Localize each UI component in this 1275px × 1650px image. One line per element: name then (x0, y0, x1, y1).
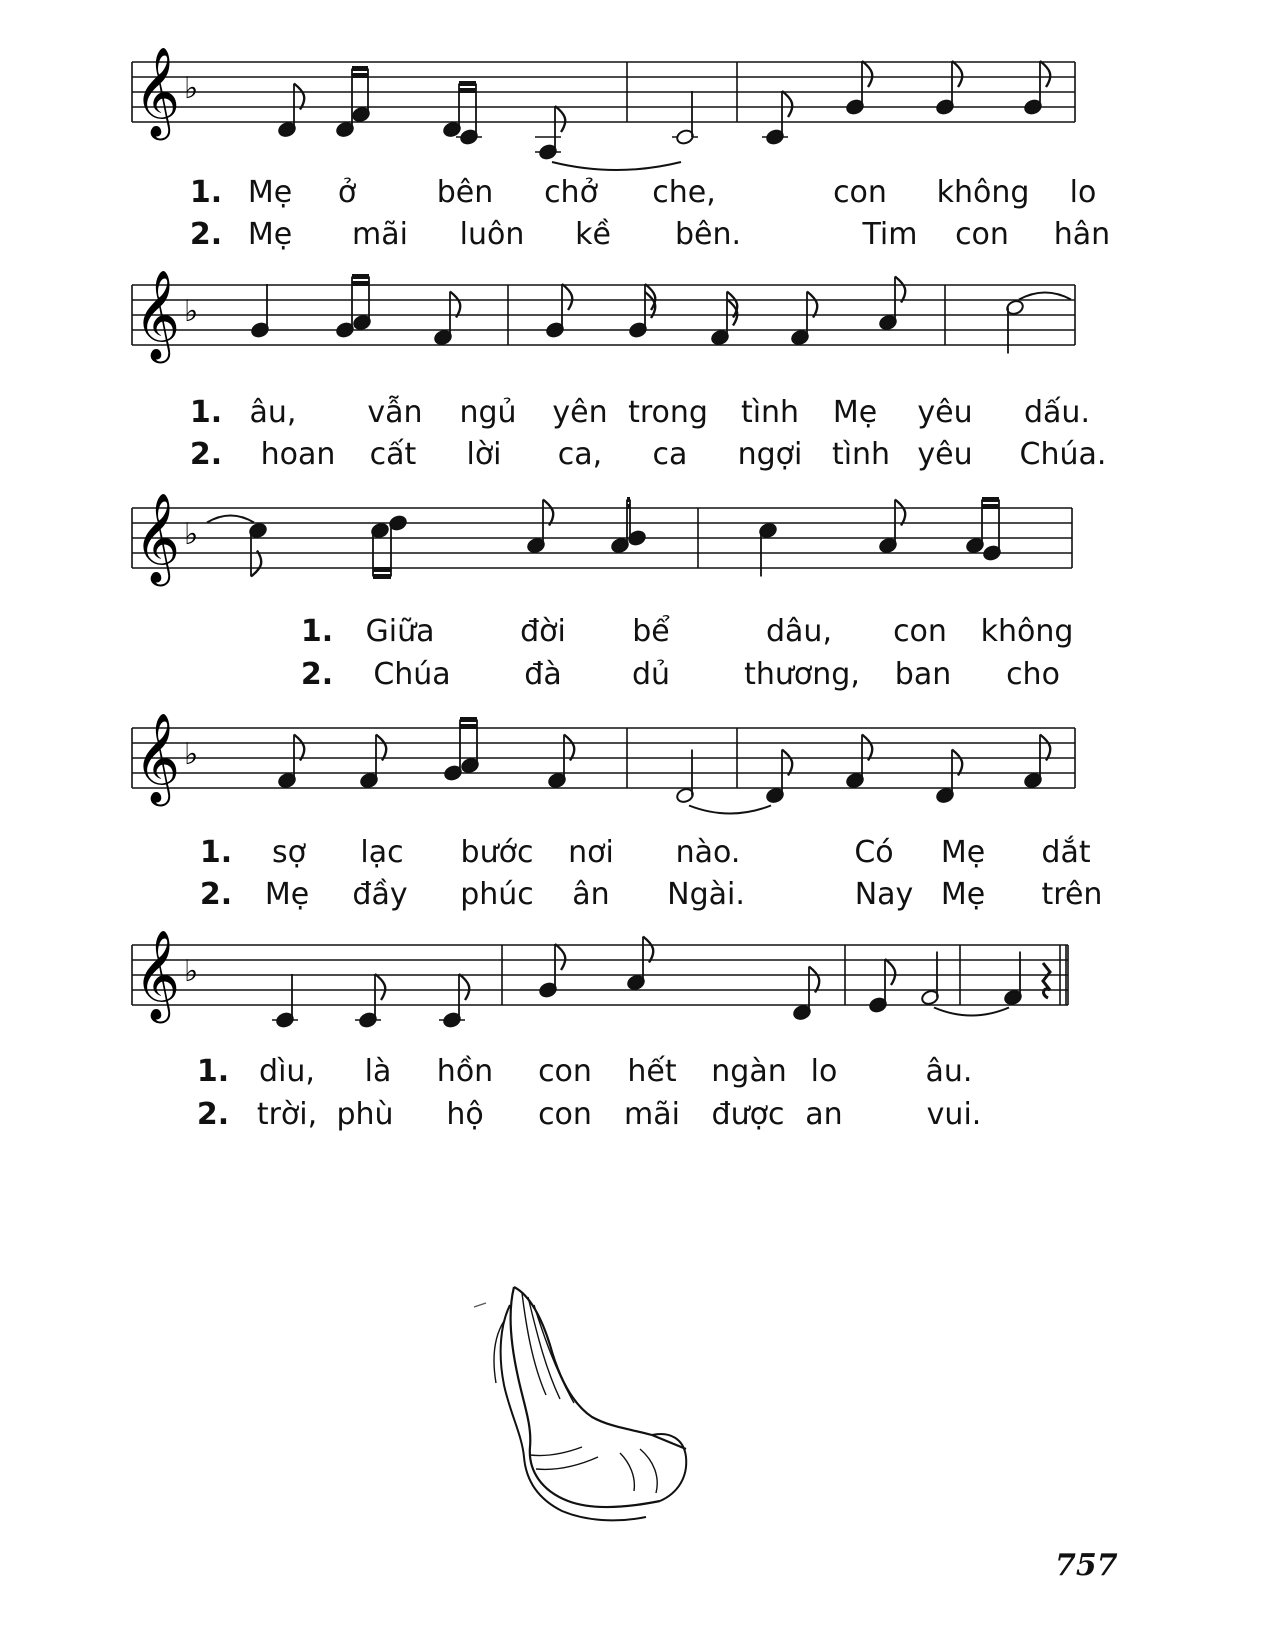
lyric-syllable: Nay (854, 877, 914, 912)
lyric-syllable: ngợi (737, 437, 803, 472)
lyric-syllable: âu. (925, 1054, 973, 1089)
key-signature-flat-icon: ♭ (184, 517, 199, 552)
lyric-syllable: yêu (917, 395, 973, 430)
lyric-syllable: dủ (631, 657, 671, 692)
lyric-syllable: luôn (459, 217, 525, 252)
lyric-syllable: trong (628, 395, 708, 430)
treble-clef-icon: 𝄞 (134, 47, 181, 137)
lyric-syllable: bên. (674, 217, 742, 252)
tie (934, 1008, 1009, 1016)
lyric-syllable: cất (369, 437, 417, 472)
lyric-syllable: tình (831, 437, 891, 472)
verse-number: 1. (196, 1054, 230, 1089)
lyric-syllable: con (538, 1054, 592, 1089)
lyric-syllable: dắt (1041, 835, 1091, 870)
lyric-syllable: ngàn (711, 1054, 787, 1089)
lyric-syllable: kề (575, 217, 611, 252)
lyric-syllable: phù (336, 1097, 394, 1132)
lyric-syllable: thương, (744, 657, 860, 692)
verse-number: 2. (189, 217, 223, 252)
lyric-syllable: yêu (917, 437, 973, 472)
key-signature-flat-icon: ♭ (184, 737, 199, 772)
lyric-syllable: hết (627, 1054, 677, 1089)
verse-number: 1. (189, 175, 223, 210)
lyric-syllable: bể (632, 614, 670, 649)
lyric-syllable: chở (544, 175, 598, 210)
lyric-syllable: mãi (352, 217, 408, 252)
lyric-syllable: Ngài. (667, 877, 745, 912)
note (355, 974, 385, 1029)
lyric-syllable: lời (466, 437, 502, 472)
verse-number: 2. (189, 437, 223, 472)
lyric-syllable: vui. (926, 1097, 982, 1132)
lyric-syllable: tình (740, 395, 800, 430)
note (272, 974, 298, 1029)
lyric-syllable: hồn (436, 1054, 494, 1089)
lyric-syllable: hân (1053, 217, 1111, 252)
lyric-syllable: lo (810, 1054, 838, 1089)
lyric-syllable: là (364, 1054, 392, 1089)
lyric-syllable: hoan (260, 437, 336, 472)
verse-number: 1. (300, 614, 334, 649)
verse-number: 2. (196, 1097, 230, 1132)
lyric-syllable: đà (524, 657, 562, 692)
lyric-syllable: Mẹ (832, 395, 878, 430)
lyric-syllable: đời (520, 614, 566, 649)
praying-hands-illustration (470, 1285, 710, 1525)
lyric-syllable: an (805, 1097, 843, 1132)
lyric-syllable: cho (1006, 657, 1060, 692)
lyric-syllable: ca (652, 437, 688, 472)
lyric-syllable: âu, (249, 395, 297, 430)
lyric-syllable: nào. (675, 835, 741, 870)
lyric-syllable: phúc (460, 877, 534, 912)
lyric-syllable: Có (854, 835, 894, 870)
treble-clef-icon: 𝄞 (134, 270, 181, 360)
lyric-syllable: con (955, 217, 1009, 252)
lyric-syllable: Chúa. (1019, 437, 1107, 472)
lyric-syllable: Giữa (365, 614, 435, 649)
lyric-syllable: Mẹ (940, 835, 986, 870)
quarter-rest-icon (1043, 963, 1050, 998)
lyric-syllable: dâu, (766, 614, 832, 649)
lyric-syllable: con (833, 175, 887, 210)
treble-clef-icon: 𝄞 (134, 493, 181, 583)
lyric-syllable: lạc (360, 835, 404, 870)
key-signature-flat-icon: ♭ (184, 954, 199, 989)
lyric-syllable: lo (1069, 175, 1097, 210)
lyric-syllable: trời, (256, 1097, 318, 1132)
verse-number: 1. (199, 835, 233, 870)
treble-clef-icon: 𝄞 (134, 713, 181, 803)
lyric-syllable: yên (552, 395, 608, 430)
lyric-syllable: Mẹ (247, 175, 293, 210)
lyric-syllable: Mẹ (264, 877, 310, 912)
page-number: 757 (1055, 1548, 1118, 1583)
lyric-syllable: vẫn (367, 395, 423, 430)
verse-number: 2. (199, 877, 233, 912)
note (439, 974, 469, 1029)
key-signature-flat-icon: ♭ (184, 71, 199, 106)
lyric-syllable: bên (436, 175, 494, 210)
lyric-syllable: sợ (272, 835, 306, 870)
lyric-syllable: không (980, 614, 1074, 649)
lyric-syllable: con (893, 614, 947, 649)
verse-number: 2. (300, 657, 334, 692)
treble-clef-icon: 𝄞 (134, 930, 181, 1020)
lyric-syllable: ngủ (459, 395, 517, 430)
lyric-syllable: bước (460, 835, 534, 870)
lyric-syllable: Chúa (373, 657, 451, 692)
lyric-syllable: ban (894, 657, 952, 692)
verse-number: 1. (189, 395, 223, 430)
lyric-syllable: con (538, 1097, 592, 1132)
lyric-syllable: ở (337, 175, 357, 210)
lyric-syllable: dấu. (1024, 395, 1090, 430)
lyric-syllable: hộ (446, 1097, 484, 1132)
lyric-syllable: Tim (862, 217, 918, 252)
lyric-syllable: dìu, (259, 1054, 315, 1089)
lyric-syllable: đầy (352, 877, 408, 912)
lyric-syllable: trên (1041, 877, 1103, 912)
lyric-syllable: không (936, 175, 1030, 210)
key-signature-flat-icon: ♭ (184, 294, 199, 329)
lyric-syllable: ca, (557, 437, 603, 472)
lyric-syllable: Mẹ (247, 217, 293, 252)
lyric-syllable: che, (652, 175, 716, 210)
lyric-syllable: Mẹ (940, 877, 986, 912)
lyric-syllable: nơi (568, 835, 614, 870)
lyric-syllable: được (711, 1097, 785, 1132)
lyric-syllable: ân (572, 877, 610, 912)
lyric-syllable: mãi (624, 1097, 680, 1132)
